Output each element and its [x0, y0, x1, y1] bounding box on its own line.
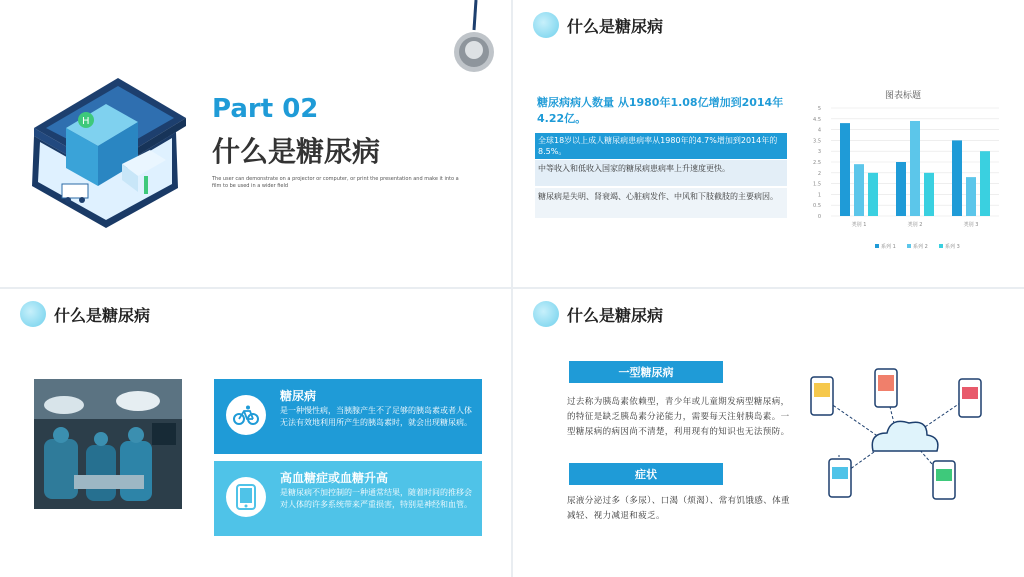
header-dot-icon — [20, 301, 46, 327]
slide-title: 什么是糖尿病 — [54, 305, 151, 325]
stat-box-global: 全球18岁以上成人糖尿病患病率从1980年的4.7%增加到2014年的8.5%。 — [535, 133, 787, 159]
header-dot-icon — [533, 301, 559, 327]
type1-paragraph: 过去称为胰岛素依赖型，青少年或儿童期发病型糖尿病，的特征是缺乏胰岛素分泌能力，需要每天注射胰岛素。一型糖尿病的病因尚不清楚，利用现有的知识也无法预防。 — [567, 397, 790, 437]
chart-ytick-label: 0.5 — [813, 203, 821, 210]
legend-label: 系列 2 — [913, 244, 928, 250]
chart-ytick-label: 2 — [817, 170, 821, 177]
slide-part-02[interactable] — [0, 0, 511, 287]
section-title: 什么是糖尿病 — [212, 135, 381, 168]
legend-label: 系列 3 — [945, 244, 960, 250]
stat-box-causes: 糖尿病是失明、肾衰竭、心脏病发作、中风和下肢截肢的主要病因。 — [535, 188, 787, 218]
operating-room-photo — [34, 379, 182, 509]
chart-ytick-label: 5 — [817, 106, 821, 112]
chart-ytick-label: 0 — [817, 214, 821, 220]
chart-category-label: 类别 3 — [963, 222, 979, 228]
symptoms-tag: 症状 — [569, 463, 723, 485]
slide-title: 什么是糖尿病 — [567, 305, 664, 325]
bar-chart — [793, 80, 1003, 260]
chart-ytick-label: 3.5 — [813, 138, 821, 145]
slide-header — [533, 10, 663, 40]
legend-label: 系列 1 — [881, 244, 896, 250]
chart-bar — [868, 173, 878, 216]
stethoscope-icon — [452, 0, 500, 80]
chart-ytick-label: 1 — [817, 192, 821, 199]
chart-category-label: 类别 1 — [851, 222, 867, 228]
type1-tag: 一型糖尿病 — [569, 361, 723, 383]
section-description: The user can demonstrate on a projector or computer, or print the presentation and make it into a film to be used in a wider field — [212, 176, 459, 189]
hospital-laptop-illustration — [26, 68, 196, 230]
card-body: 是一种慢性病，当胰腺产生不了足够的胰岛素或者人体无法有效地利用所产生的胰岛素时，就会出现糖尿病。 — [280, 406, 472, 427]
chart-category-label: 类别 2 — [907, 222, 923, 228]
slide-header — [20, 299, 150, 329]
card-title: 高血糖症或血糖升高 — [280, 471, 389, 485]
bicycle-icon — [226, 395, 266, 435]
header-dot-icon — [533, 12, 559, 38]
symptoms-paragraph: 尿液分泌过多（多尿）、口渴（烦渴）、常有饥饿感、体重减轻、视力减退和疲乏。 — [567, 496, 790, 521]
slide-statistics[interactable] — [513, 0, 1024, 287]
chart-ytick-label: 4 — [817, 127, 821, 134]
slide-type1[interactable] — [513, 289, 1024, 577]
chart-bar — [924, 173, 934, 216]
chart-bar — [980, 151, 990, 216]
part-number: Part 02 — [212, 94, 319, 124]
chart-bar — [840, 123, 850, 216]
chart-ytick-label: 4.5 — [813, 116, 821, 123]
legend-swatch — [875, 244, 879, 248]
slide-title: 什么是糖尿病 — [567, 16, 664, 36]
stat-box-income: 中等收入和低收入国家的糖尿病患病率上升速度更快。 — [535, 160, 787, 186]
chart-bar — [952, 140, 962, 216]
card-title: 糖尿病 — [280, 389, 317, 403]
card-body: 是糖尿病不加控制的一种通常结果，随着时间的推移会对人体的许多系统带来严重损害，特别是神经和血管。 — [280, 488, 472, 509]
tablet-icon — [226, 477, 266, 517]
info-card-diabetes — [214, 379, 482, 454]
chart-ytick-label: 2.5 — [813, 160, 821, 166]
svg-text:H: H — [82, 116, 90, 127]
cloud-network-illustration — [799, 367, 999, 517]
chart-bar — [966, 177, 976, 216]
headline-stat: 糖尿病病人数量 从1980年1.08亿增加到2014年4.22亿。 — [537, 96, 784, 125]
legend-swatch — [907, 244, 911, 248]
chart-ytick-label: 3 — [817, 149, 821, 156]
slide-definition[interactable] — [0, 289, 511, 577]
legend-swatch — [939, 244, 943, 248]
chart-title: 图表标题 — [884, 91, 922, 101]
slide-header — [533, 299, 663, 329]
chart-bar — [854, 164, 864, 216]
chart-bar — [896, 162, 906, 216]
chart-ytick-label: 1.5 — [813, 181, 821, 188]
chart-bar — [910, 121, 920, 216]
info-card-hyperglycemia — [214, 461, 482, 536]
